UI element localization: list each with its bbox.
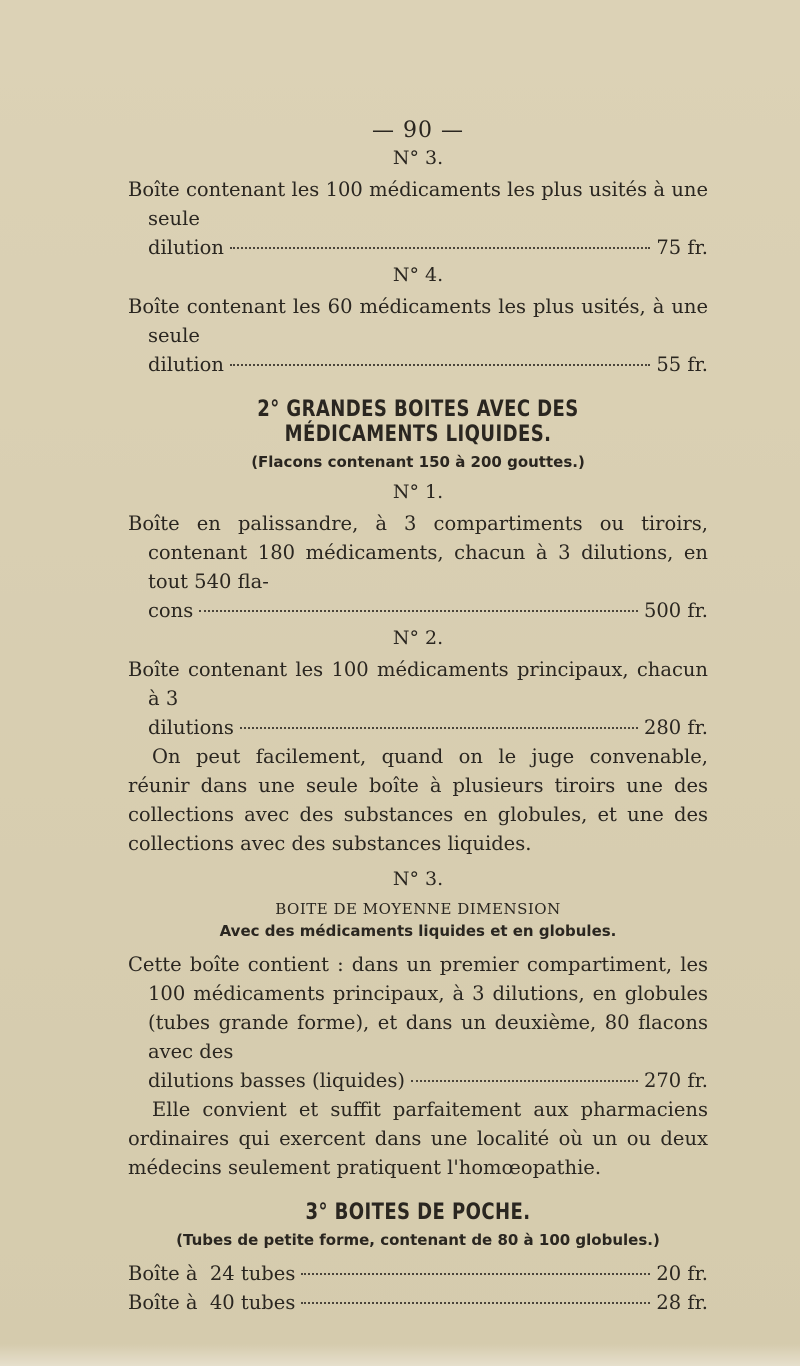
dot-leader bbox=[230, 364, 651, 366]
price-label: dilution bbox=[148, 236, 224, 259]
note-paragraph: Elle convient et suffit parfaitement aux pharmaciens ordinaires qui exercent dans une localité où un ou deux médecins seulement pratiquent l'homœopathie. bbox=[128, 1098, 708, 1179]
item-number: N° 4. bbox=[392, 264, 444, 286]
item-description: Boîte contenant les 100 médicaments principaux, chacun à 3 bbox=[128, 658, 708, 710]
item-number: N° 3. bbox=[392, 868, 444, 890]
price-label: Boîte à 40 tubes bbox=[128, 1291, 296, 1314]
section-subheading: (Flacons contenant 150 à 200 gouttes.) bbox=[251, 453, 585, 471]
dot-leader bbox=[411, 1080, 638, 1082]
price: 270 fr. bbox=[643, 1069, 708, 1092]
price: 55 fr. bbox=[656, 353, 708, 376]
page-content bbox=[128, 118, 708, 1317]
price-line bbox=[128, 1288, 708, 1317]
note-paragraph: On peut facilement, quand on le juge convenable, réunir dans une seule boîte à plusieurs tiroirs une des collections avec des substances en globules, et une des collections avec des substances liquides. bbox=[128, 745, 708, 855]
price: 20 fr. bbox=[656, 1262, 708, 1285]
item-description: Cette boîte contient : dans un premier compartiment, les 100 médicaments principaux, à 3 dilutions, en globules (tubes grande forme), et dans un deuxième, 80 flacons avec des bbox=[128, 953, 708, 1063]
item-description: Boîte contenant les 100 médicaments les plus usités à une seule bbox=[128, 178, 708, 230]
price-line bbox=[128, 233, 708, 262]
price-label: dilutions basses (liquides) bbox=[148, 1069, 405, 1092]
section-subheading: (Tubes de petite forme, contenant de 80 à 100 globules.) bbox=[176, 1231, 660, 1249]
price-line bbox=[128, 1066, 708, 1095]
dot-leader bbox=[230, 247, 651, 249]
section-heading: 3° BOITES DE POCHE. bbox=[305, 1200, 531, 1225]
item-description: Boîte contenant les 60 médicaments les plus usités, à une seule bbox=[128, 295, 708, 347]
price: 75 fr. bbox=[656, 236, 708, 259]
price-label: Boîte à 24 tubes bbox=[128, 1262, 296, 1285]
dot-leader bbox=[301, 1273, 650, 1275]
page-number: — 90 — bbox=[372, 118, 464, 143]
item-caption: BOITE DE MOYENNE DIMENSION bbox=[275, 900, 561, 918]
price-line bbox=[128, 350, 708, 379]
price: 28 fr. bbox=[656, 1291, 708, 1314]
item-subcaption: Avec des médicaments liquides et en globules. bbox=[219, 922, 617, 940]
item-number: N° 2. bbox=[392, 627, 444, 649]
price: 280 fr. bbox=[643, 716, 708, 739]
price-label: cons bbox=[148, 599, 194, 622]
dot-leader bbox=[199, 610, 638, 612]
price-line bbox=[128, 596, 708, 625]
item-number: N° 3. bbox=[392, 147, 444, 169]
price: 500 fr. bbox=[643, 599, 708, 622]
price-line bbox=[128, 713, 708, 742]
price-label: dilution bbox=[148, 353, 224, 376]
dot-leader bbox=[301, 1302, 650, 1304]
item-number: N° 1. bbox=[392, 481, 444, 503]
item-description: Boîte en palissandre, à 3 compartiments ou tiroirs, contenant 180 médicaments, chacun à 3 dilutions, en tout 540 fla- bbox=[128, 512, 708, 593]
section-heading: 2° GRANDES BOITES AVEC DES MÉDICAMENTS LIQUIDES. bbox=[257, 397, 579, 447]
dot-leader bbox=[240, 727, 638, 729]
price-line bbox=[128, 1259, 708, 1288]
price-label: dilutions bbox=[148, 716, 234, 739]
